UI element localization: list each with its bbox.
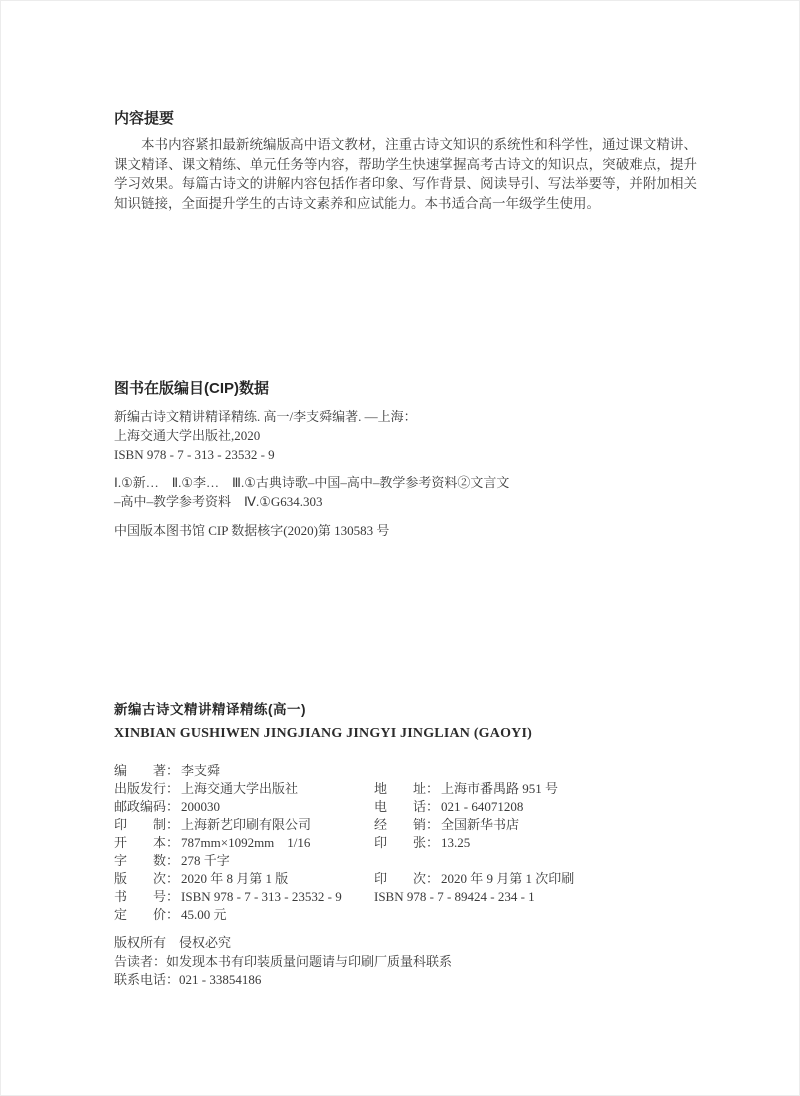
book-title: 新编古诗文精讲精译精练(高一)	[114, 702, 306, 717]
cip-isbn-line: ISBN 978 - 7 - 313 - 23532 - 9	[114, 447, 275, 462]
imprint-label: 地 址：	[374, 781, 440, 796]
cip-record-number: 中国版本图书馆 CIP 数据核字(2020)第 130583 号	[114, 523, 390, 538]
cip-class-line-1: Ⅰ.①新… Ⅱ.①李… Ⅲ.①古典诗歌–中国–高中–教学参考资料②文言文	[114, 475, 510, 490]
cip-classification	[114, 473, 697, 511]
quality-notice: 告读者：如发现本书有印装质量问题请与印刷厂质量科联系	[114, 953, 453, 969]
imprint-value: 上海交通大学出版社	[181, 781, 299, 796]
imprint-label: 印 张：	[374, 835, 440, 850]
imprint-label: 印 制：	[114, 817, 180, 832]
copyright-footer	[114, 934, 452, 990]
imprint-value: 13.25	[441, 835, 471, 850]
contact-phone: 联系电话：021 - 33854186	[114, 972, 262, 987]
imprint-row-isbn	[114, 888, 697, 906]
imprint-secondary-isbn: ISBN 978 - 7 - 89424 - 234 - 1	[374, 889, 535, 904]
cip-class-line-2: –高中–教学参考资料 Ⅳ.①G634.303	[114, 494, 323, 509]
imprint-row-author	[114, 762, 697, 780]
imprint-value: 全国新华书店	[441, 817, 520, 832]
imprint-row-format-sheets	[114, 834, 697, 852]
imprint-section	[114, 762, 697, 924]
imprint-value: 200030	[181, 799, 221, 814]
cip-publisher-line: 上海交通大学出版社,2020	[114, 428, 261, 443]
imprint-label: 版 次：	[114, 871, 180, 886]
content-summary-section	[114, 107, 697, 213]
imprint-row-printer-distributor	[114, 816, 697, 834]
rights-statement: 版权所有 侵权必究	[114, 935, 232, 950]
imprint-row-price	[114, 906, 697, 924]
imprint-label: 邮政编码：	[114, 799, 180, 814]
imprint-row-postcode-phone	[114, 798, 697, 816]
imprint-label: 出版发行：	[114, 781, 180, 796]
imprint-value: 2020 年 9 月第 1 次印刷	[441, 871, 575, 886]
imprint-label: 字 数：	[114, 853, 180, 868]
content-summary-paragraph: 本书内容紧扣最新统编版高中语文教材，注重古诗文知识的系统性和科学性，通过课文精讲、课文精译、课文精练、单元任务等内容，帮助学生快速掌握高考古诗文的知识点，突破难点，提升学习效果。每篇古诗文的讲解内容包括作者印象、写作背景、阅读导引、写法举要等，并附加相关知识链接，全面提升学生的古诗文素养和应试能力。本书适合高一年级学生使用。	[114, 137, 697, 211]
imprint-value: 45.00 元	[181, 907, 227, 922]
cip-data-section	[114, 377, 697, 540]
cip-heading: 图书在版编目(CIP)数据	[114, 380, 269, 397]
imprint-label: 经 销：	[374, 817, 440, 832]
book-title-block	[114, 698, 532, 742]
imprint-value: 787mm×1092mm 1/16	[181, 835, 311, 850]
imprint-value: 2020 年 8 月第 1 版	[181, 871, 289, 886]
imprint-value: ISBN 978 - 7 - 313 - 23532 - 9	[181, 889, 342, 904]
imprint-value: 上海市番禺路 951 号	[441, 781, 559, 796]
imprint-row-wordcount	[114, 852, 697, 870]
imprint-label: 定 价：	[114, 907, 180, 922]
imprint-label: 书 号：	[114, 889, 180, 904]
imprint-value: 278 千字	[181, 853, 230, 868]
imprint-row-edition-printing	[114, 870, 697, 888]
imprint-label: 印 次：	[374, 871, 440, 886]
imprint-row-publisher-address	[114, 780, 697, 798]
cip-title-line: 新编古诗文精讲精译精练. 高一/李支舜编著. —上海：	[114, 409, 417, 424]
book-title-pinyin: XINBIAN GUSHIWEN JINGJIANG JINGYI JINGLIAN (GAOYI)	[114, 726, 532, 741]
imprint-label: 编 著：	[114, 763, 180, 778]
imprint-label: 电 话：	[374, 799, 440, 814]
content-summary-heading: 内容提要	[114, 110, 175, 127]
imprint-label: 开 本：	[114, 835, 180, 850]
imprint-value: 李支舜	[181, 763, 221, 778]
imprint-value: 上海新艺印刷有限公司	[181, 817, 312, 832]
imprint-value: 021 - 64071208	[441, 799, 524, 814]
